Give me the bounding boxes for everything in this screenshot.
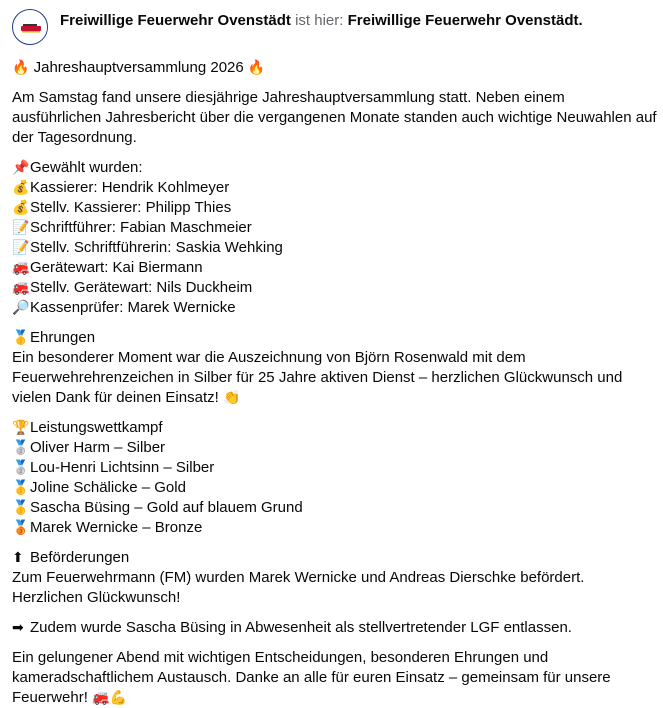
- list-item-text: Gerätewart: Kai Biermann: [30, 259, 203, 276]
- fire-engine-icon: 🚒: [12, 280, 30, 296]
- post-body: [12, 58, 657, 708]
- dismissal-text: Zudem wurde Sascha Büsing in Abwesenheit als stellvertretender LGF entlassen.: [30, 619, 572, 636]
- money-bag-icon: 💰: [12, 200, 30, 216]
- medal-icon: 🥇: [12, 330, 30, 346]
- memo-icon: 📝: [12, 240, 30, 256]
- promotions-heading: [12, 548, 657, 568]
- trophy-icon: 🏆: [12, 420, 30, 436]
- list-item: [12, 478, 657, 498]
- list-item: [12, 178, 657, 198]
- honors-paragraph: [12, 348, 657, 408]
- competition-section: [12, 418, 657, 538]
- flexed-biceps-icon: 💪: [109, 690, 127, 706]
- magnifier-icon: 🔎: [12, 300, 30, 316]
- list-item: [12, 198, 657, 218]
- competition-heading-text: Leistungswettkampf: [30, 419, 163, 436]
- list-item: [12, 298, 657, 318]
- list-item: [12, 518, 657, 538]
- intro-paragraph: Am Samstag fand unsere diesjährige Jahreshauptversammlung statt. Neben einem ausführlichen Jahresbericht über die vergangenen Monate standen auch wichtige Neuwahlen auf der Tagesordnung.: [12, 89, 657, 146]
- promotions-section: [12, 548, 657, 608]
- list-item: [12, 218, 657, 238]
- list-item: [12, 278, 657, 298]
- list-item-text: Stellv. Kassierer: Philipp Thies: [30, 199, 232, 216]
- honors-heading-text: Ehrungen: [30, 329, 96, 346]
- money-bag-icon: 💰: [12, 180, 30, 196]
- dismissal-line: [12, 618, 657, 638]
- location-link[interactable]: Freiwillige Feuerwehr Ovenstädt.: [347, 12, 583, 29]
- bronze-medal-icon: 🥉: [12, 520, 30, 536]
- list-item-text: Oliver Harm – Silber: [30, 439, 166, 456]
- fire-icon: 🔥: [12, 60, 30, 76]
- right-arrow-icon: ➡: [12, 620, 24, 636]
- list-item-text: Stellv. Schriftführerin: Saskia Wehking: [30, 239, 283, 256]
- list-item-text: Kassenprüfer: Marek Wernicke: [30, 299, 236, 316]
- post-header-text: [60, 11, 583, 31]
- elected-heading-text: Gewählt wurden:: [30, 159, 143, 176]
- list-item-text: Schriftführer: Fabian Maschmeier: [30, 219, 252, 236]
- post-header: [12, 9, 652, 49]
- honors-text: Ein besonderer Moment war die Auszeichnung von Björn Rosenwald mit dem Feuerwehrehrenzeichen in Silber für 25 Jahre aktiven Dienst – herzlichen Glückwunsch und vielen Dank für deinen Einsatz!: [12, 349, 623, 406]
- closing-text: Ein gelungener Abend mit wichtigen Entscheidungen, besonderen Ehrungen und kameradschaftlichem Austausch. Danke an alle für euren Einsatz – gemeinsam für unsere Feuerwehr!: [12, 649, 611, 706]
- gold-medal-icon: 🥇: [12, 500, 30, 516]
- list-item: [12, 498, 657, 518]
- memo-icon: 📝: [12, 220, 30, 236]
- fire-engine-icon: 🚒: [92, 690, 110, 706]
- list-item: [12, 438, 657, 458]
- post-title: [12, 58, 657, 78]
- silver-medal-icon: 🥈: [12, 440, 30, 456]
- list-item: [12, 258, 657, 278]
- elected-section: [12, 158, 657, 318]
- silver-medal-icon: 🥈: [12, 460, 30, 476]
- closing-paragraph: [12, 648, 657, 708]
- status-text: ist hier:: [295, 12, 344, 29]
- elected-heading: [12, 158, 657, 178]
- honors-section: [12, 328, 657, 408]
- list-item-text: Kassierer: Hendrik Kohlmeyer: [30, 179, 230, 196]
- promotions-paragraph: Zum Feuerwehrmann (FM) wurden Marek Wernicke und Andreas Dierschke befördert. Herzlichen Glückwunsch!: [12, 569, 585, 606]
- fire-engine-icon: 🚒: [12, 260, 30, 276]
- clapping-hands-icon: 👏: [222, 390, 241, 406]
- up-arrow-icon: ⬆: [12, 550, 24, 566]
- list-item-text: Lou-Henri Lichtsinn – Silber: [30, 459, 215, 476]
- list-item-text: Joline Schälicke – Gold: [30, 479, 186, 496]
- list-item-text: Stellv. Gerätewart: Nils Duckheim: [30, 279, 253, 296]
- list-item: [12, 238, 657, 258]
- gold-medal-icon: 🥇: [12, 480, 30, 496]
- list-item-text: Marek Wernicke – Bronze: [30, 519, 203, 536]
- pushpin-icon: 📌: [12, 160, 30, 176]
- competition-heading: [12, 418, 657, 438]
- list-item-text: Sascha Büsing – Gold auf blauem Grund: [30, 499, 303, 516]
- page-avatar[interactable]: [12, 9, 48, 45]
- promotions-heading-text: Beförderungen: [30, 549, 130, 566]
- fire-icon: 🔥: [247, 60, 266, 76]
- post-title-text: Jahreshauptversammlung 2026: [33, 59, 244, 76]
- list-item: [12, 458, 657, 478]
- honors-heading: [12, 328, 657, 348]
- fire-department-logo-icon: [13, 10, 48, 45]
- page-name-link[interactable]: Freiwillige Feuerwehr Ovenstädt: [60, 12, 291, 29]
